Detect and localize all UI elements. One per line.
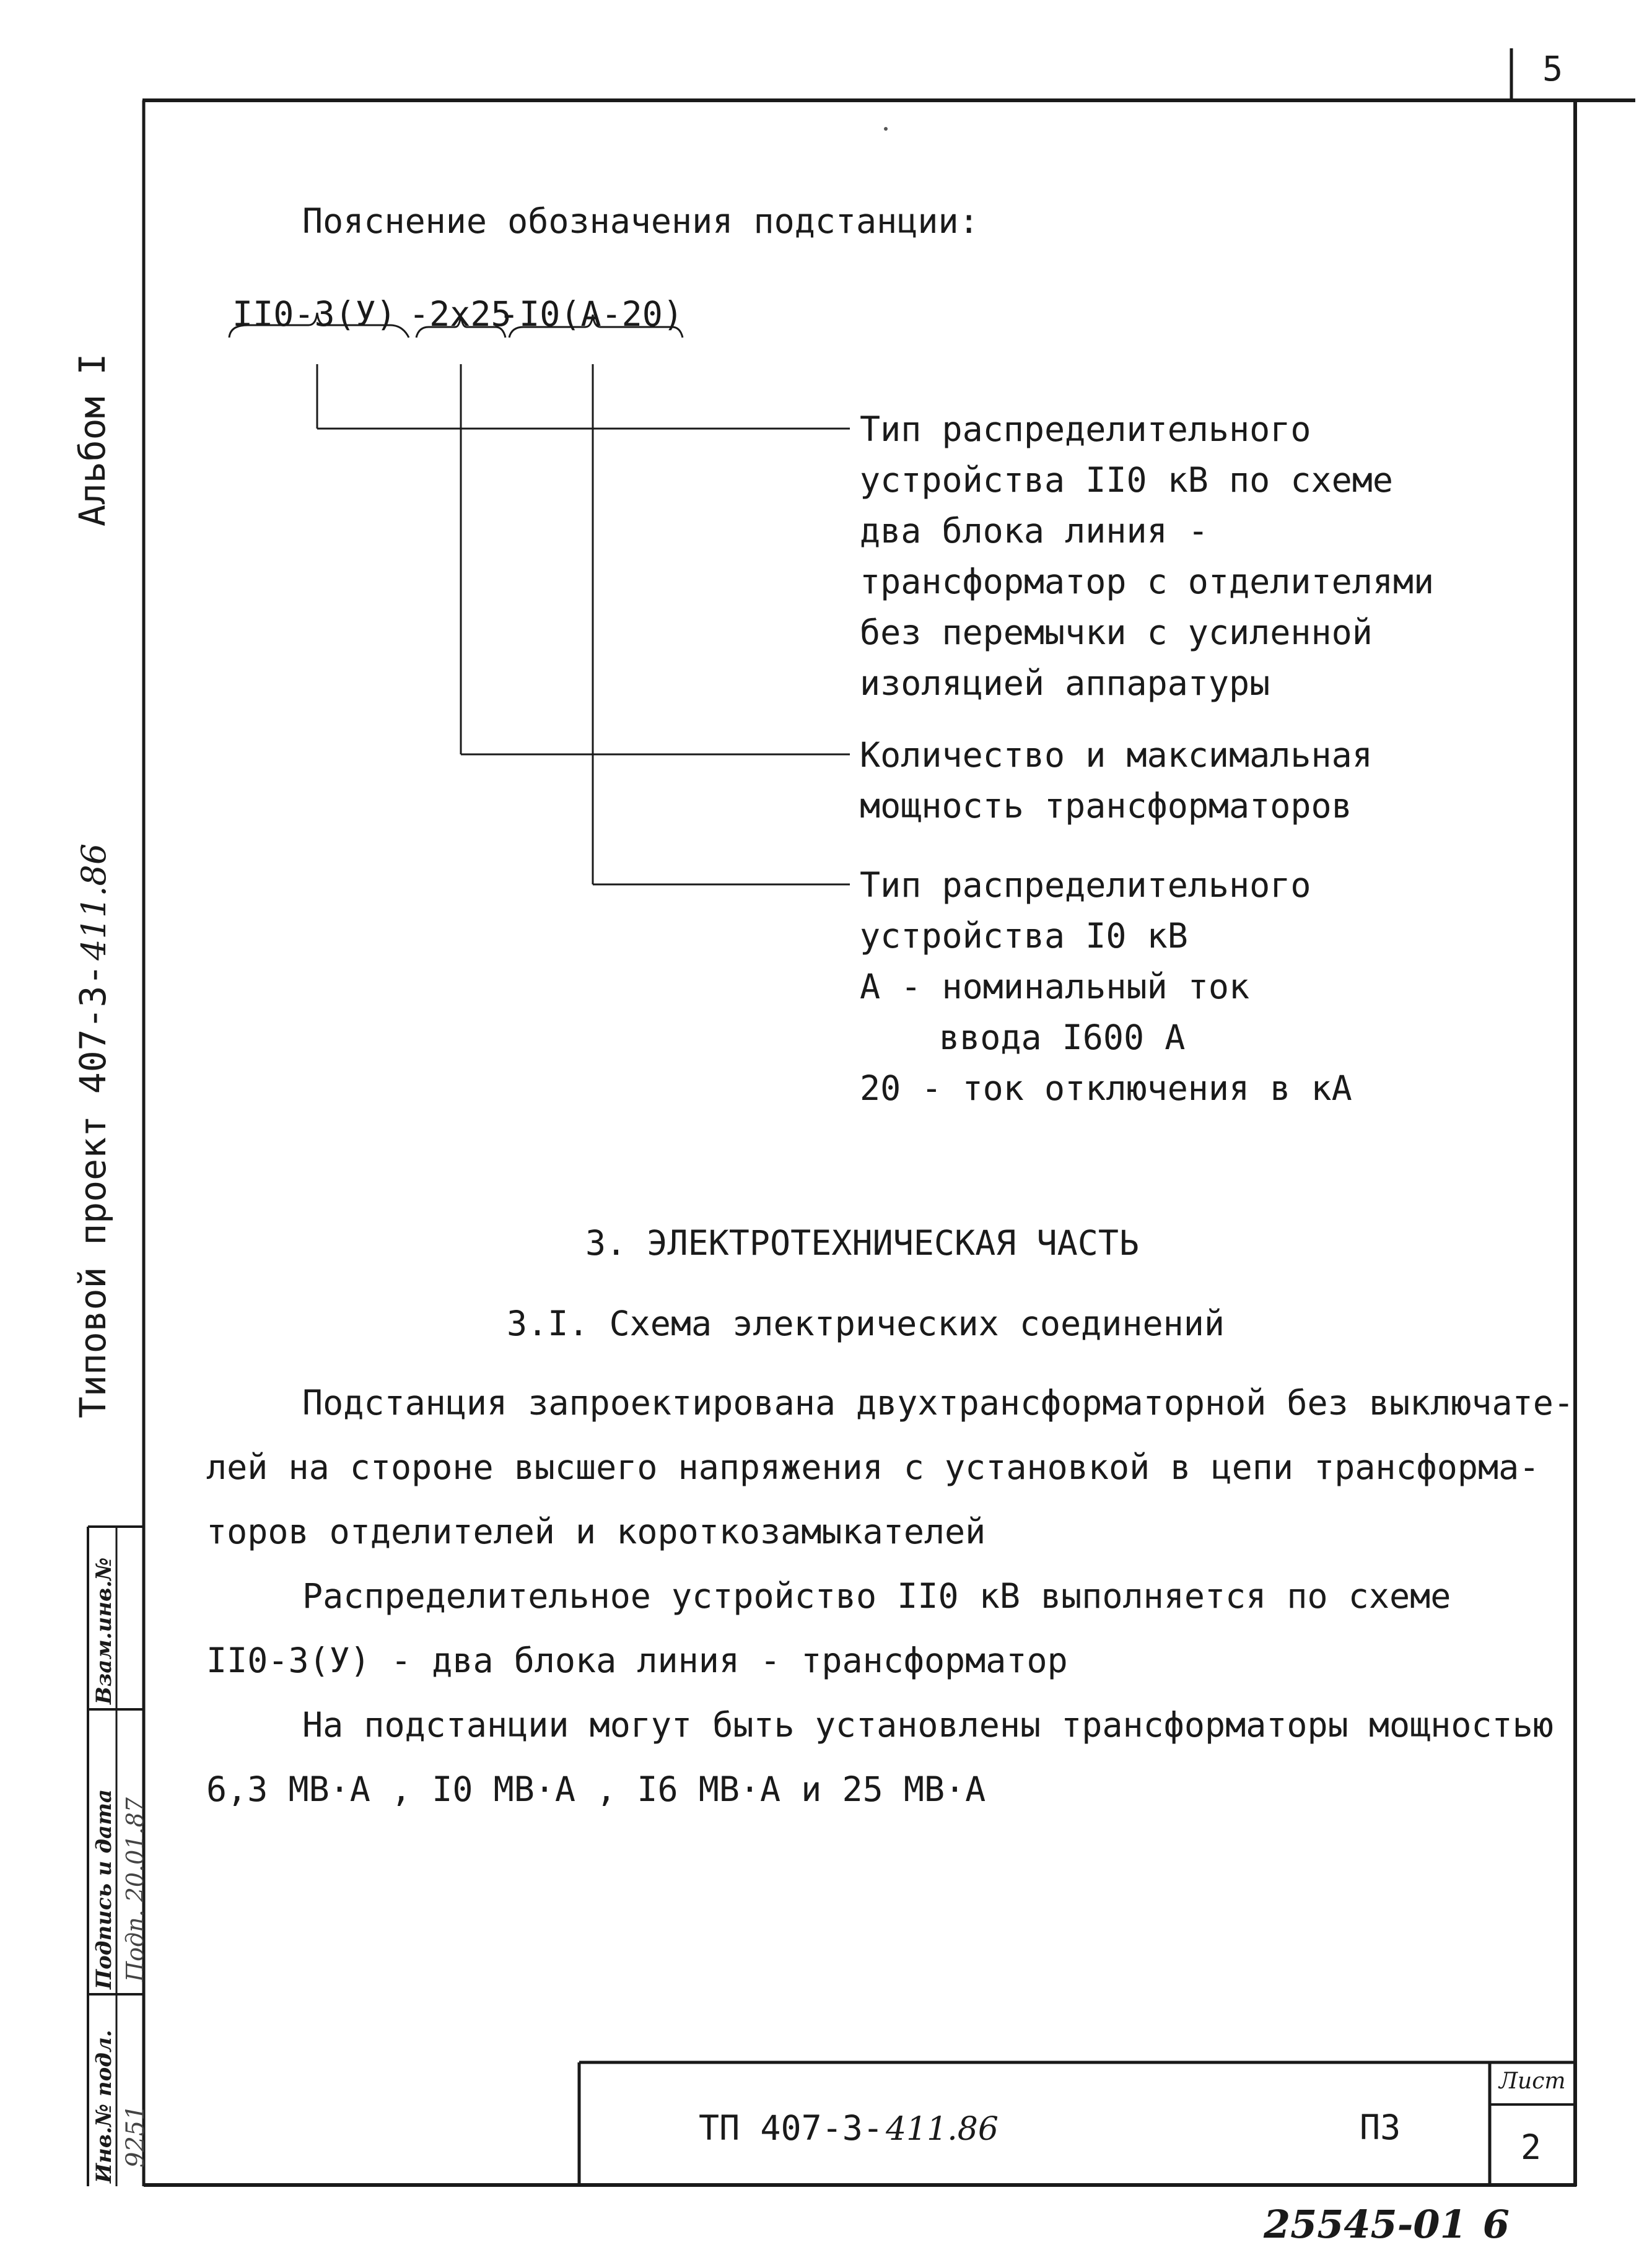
note-1-line: два блока линия - — [860, 511, 1208, 551]
section-title: 3. ЭЛЕКТРОТЕХНИЧЕСКАЯ ЧАСТЬ — [585, 1223, 1140, 1263]
title-block-code — [699, 2108, 999, 2148]
archive-number-suffix: 6 — [1482, 2202, 1510, 2247]
project-label-text: Типовой проект 407-3- — [72, 964, 114, 1418]
note-2 — [860, 735, 1373, 840]
designation-code-part-2: -2x25 — [409, 294, 512, 334]
archive-number — [1264, 2202, 1510, 2247]
paragraph-line: 6,3 МВ·А , I0 МВ·А , I6 МВ·А и 25 МВ·А — [206, 1769, 986, 1809]
archive-number-main: 25545-01 — [1264, 2202, 1467, 2247]
paragraph-line: На подстанции могут быть установлены трансформаторы мощностью — [302, 1705, 1554, 1745]
note-2-line: Количество и максимальная — [860, 735, 1373, 775]
designation-code-part-3: -I0(A-20) — [499, 294, 684, 334]
note-1-line: Тип распределительного — [860, 409, 1311, 449]
stamp-replace-label: Взам.инв.№ — [92, 1557, 116, 1704]
note-3-line: 20 - ток отключения в кА — [860, 1068, 1352, 1108]
stamp-inv-value: 9251 — [121, 2104, 150, 2168]
designation-code-part-1: II0-3(У) — [232, 294, 396, 334]
project-number-handwritten: 411.86 — [74, 843, 113, 961]
note-1-line: трансформатор с отделителями — [860, 562, 1435, 601]
note-3-line: ввода I600 А — [939, 1018, 1186, 1057]
stamp-inv-label: Инв.№ подл. — [92, 2030, 116, 2183]
paragraph-line: Распределительное устройство II0 кВ выполняется по схеме — [302, 1576, 1451, 1616]
note-1-line: без перемычки с усиленной — [860, 613, 1373, 652]
title-block-doc-type: ПЗ — [1360, 2108, 1401, 2147]
note-1-line: изоляцией аппаратуры — [860, 663, 1270, 703]
note-1 — [860, 409, 1435, 717]
paragraph-line: Подстанция запроектирована двухтрансформаторной без выключате- — [302, 1383, 1574, 1423]
paragraph-line: лей на стороне высшего напряжения с установкой в цепи трансформа- — [206, 1447, 1540, 1487]
note-3-line: устройства I0 кВ — [860, 916, 1188, 956]
note-3-line: Тип распределительного — [860, 865, 1311, 905]
designation-heading: Пояснение обозначения подстанции: — [302, 201, 979, 241]
note-3 — [860, 865, 1352, 1122]
page-number: 5 — [1542, 49, 1563, 89]
note-3-line: А - номинальный ток — [860, 967, 1250, 1006]
title-block-sheet-number: 2 — [1521, 2127, 1542, 2167]
paragraph-line: торов отделителей и короткозамыкателей — [206, 1512, 986, 1551]
note-2-line: мощность трансформаторов — [860, 786, 1352, 826]
title-block-sheet-label: Лист — [1499, 2069, 1566, 2094]
note-1-line: устройства II0 кВ по схеме — [860, 460, 1393, 500]
stamp-signature-label: Подпись и дата — [92, 1789, 116, 1989]
title-block-code-handwritten: 411.86 — [886, 2111, 999, 2148]
title-block-code-printed: ТП 407-3- — [699, 2108, 884, 2148]
album-label: Альбом I — [71, 353, 113, 526]
stamp-signature-value: Подп. 20.01.87 — [121, 1797, 149, 1982]
paragraph-line: II0-3(У) - два блока линия - трансформатор — [206, 1641, 1068, 1680]
section-subtitle: 3.I. Схема электрических соединений — [507, 1304, 1225, 1343]
project-label — [74, 844, 113, 1418]
